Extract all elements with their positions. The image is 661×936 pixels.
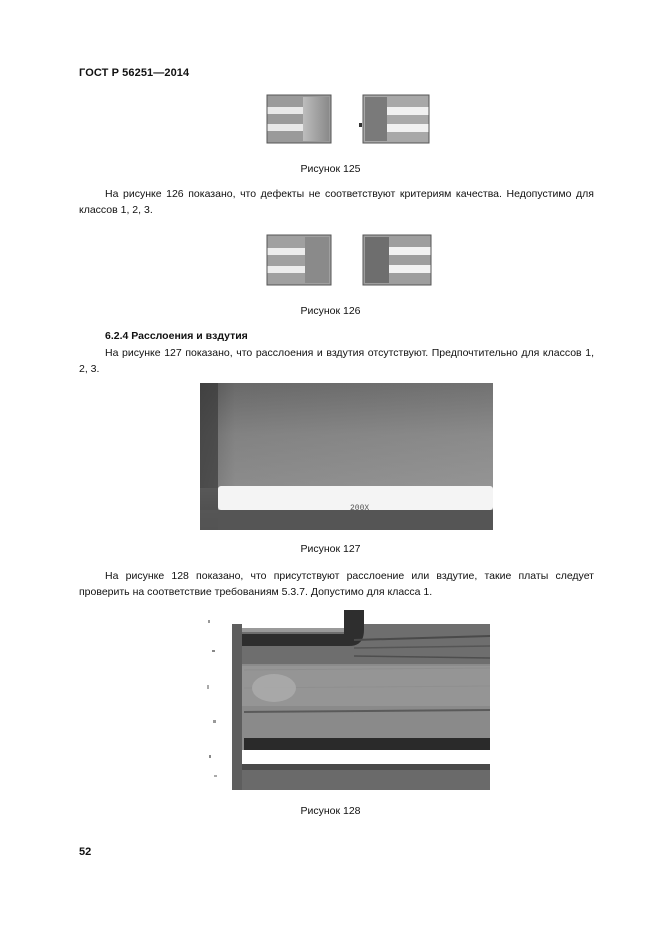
figure-125-caption: Рисунок 125 [300, 163, 361, 175]
figure-126-image [265, 233, 435, 288]
figure-128-caption: Рисунок 128 [300, 805, 361, 817]
paragraph-figure-126-text: На рисунке 126 показано, что дефекты не соответствуют критериям качества. Недопустимо для классов 1, 2, 3. [79, 188, 594, 216]
paragraph-figure-127 [79, 345, 594, 377]
figure-126-caption: Рисунок 126 [300, 305, 361, 317]
section-heading: 6.2.4 Расслоения и вздутия [105, 330, 248, 342]
paragraph-figure-127-text: На рисунке 127 показано, что расслоения и вздутия отсутствуют. Предпочтительно для классов 1, 2, 3. [79, 347, 594, 375]
figure-125-image [265, 93, 435, 145]
page-number: 52 [79, 846, 92, 858]
figure-127-magnification-label: 200X [350, 504, 370, 513]
document-standard-number: ГОСТ Р 56251—2014 [79, 67, 190, 79]
figure-127-image [200, 383, 493, 530]
figure-127-caption: Рисунок 127 [300, 543, 361, 555]
paragraph-figure-128-text: На рисунке 128 показано, что присутствуют расслоение или вздутие, такие платы следует проверить на соответствие требованиям 5.3.7. Допустимо для класса 1. [79, 570, 594, 598]
figure-128-image [204, 610, 490, 790]
paragraph-figure-126 [79, 186, 594, 218]
paragraph-figure-128 [79, 568, 594, 600]
